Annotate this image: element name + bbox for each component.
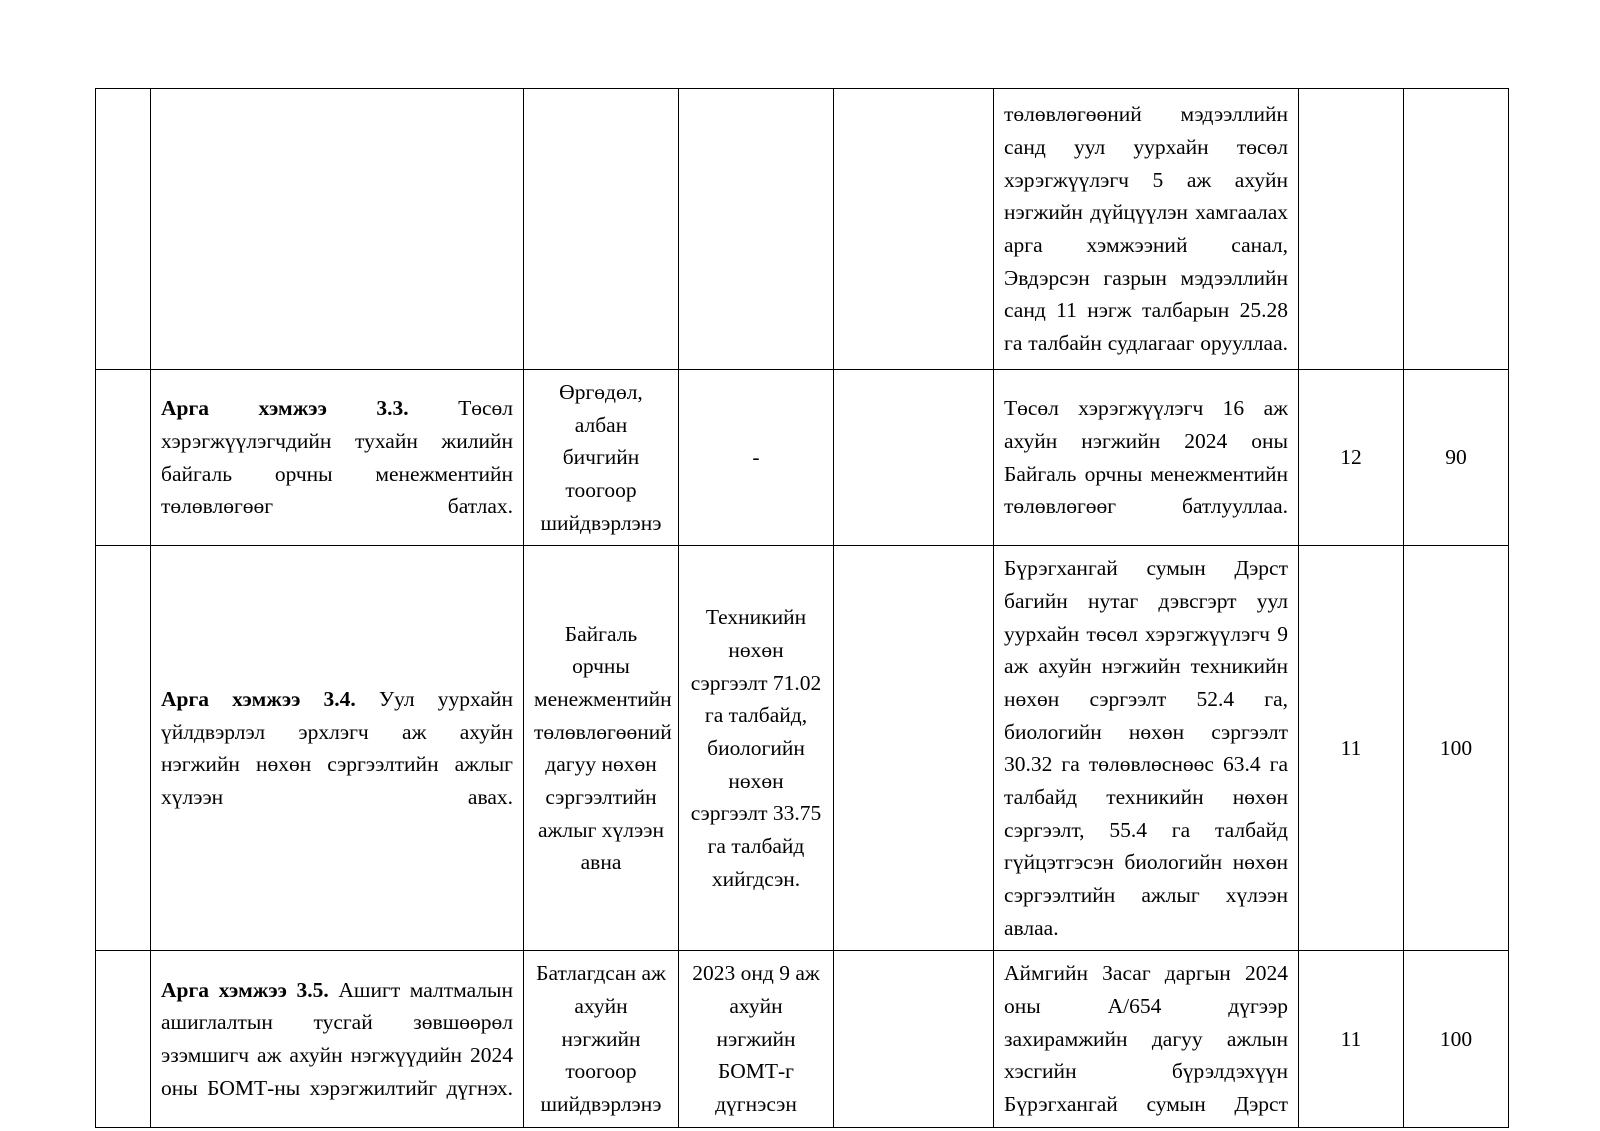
row0-result-cell: төлөвлөгөөний мэдээллийн санд уул уурхайн төсөл хэрэгжүүлэгч 5 аж ахуйн нэгжийн дүйцүүлэн хамгаалах арга хэмжээний санал, Эвдэрсэн газрын мэдээллийн санд 11 нэгж талбарын 25.28 га талбайн судлагааг орууллаа.	[994, 89, 1299, 370]
row2-measure-title: Арга хэмжээ 3.4.	[161, 687, 356, 712]
row2-measure-cell	[151, 546, 524, 951]
row2-percent-cell: 100	[1404, 546, 1509, 951]
row3-decision-basis-cell: Батлагдсан аж ахуйн нэгжийн тоогоор шийдвэрлэнэ	[524, 951, 679, 1127]
row1-planned-cell: -	[679, 370, 834, 546]
table-row	[96, 951, 1509, 1127]
row2-spacer-cell	[834, 546, 994, 951]
row2-planned-cell: Техникийн нөхөн сэргээлт 71.02 га талбайд, биологийн нөхөн сэргээлт 33.75 га талбайд хийгдсэн.	[679, 546, 834, 951]
row1-index-cell	[96, 370, 151, 546]
row3-measure-title: Арга хэмжээ 3.5.	[161, 977, 329, 1002]
row2-measure-text: Уул уурхайн үйлдвэрлэл эрхлэгч аж ахуйн нэгжийн нөхөн сэргээлтийн ажлыг хүлээн авах.	[161, 687, 513, 810]
row1-measure-text: Төсөл хэрэгжүүлэгчдийн тухайн жилийн байгаль орчны менежментийн төлөвлөгөөг батлах.	[161, 396, 513, 519]
row3-score-cell: 11	[1299, 951, 1404, 1127]
row1-percent-cell: 90	[1404, 370, 1509, 546]
row2-decision-basis-cell: Байгаль орчны менежментийн төлөвлөгөөний дагуу нөхөн сэргээлтийн ажлыг хүлээн авна	[524, 546, 679, 951]
report-table	[95, 88, 1509, 1128]
row2-index-cell	[96, 546, 151, 951]
row2-result-cell: Бүрэгхангай сумын Дэрст багийн нутаг дэвсгэрт уул уурхайн төсөл хэрэгжүүлэгч 9 аж ахуйн нэгжийн техникийн нөхөн сэргээлт 52.4 га, биологийн нөхөн сэргээлт 30.32 га төлөвлөснөөс 63.4 га талбайд техникийн нөхөн сэргээлт, 55.4 га талбайд гүйцэтгэсэн биологийн нөхөн сэргээлтийн ажлыг хүлээн авлаа.	[994, 546, 1299, 951]
table-row	[96, 89, 1509, 370]
row0-planned-cell	[679, 89, 834, 370]
row1-score-cell: 12	[1299, 370, 1404, 546]
row3-index-cell	[96, 951, 151, 1127]
row3-measure-cell	[151, 951, 524, 1127]
row3-spacer-cell	[834, 951, 994, 1127]
row0-spacer-cell	[834, 89, 994, 370]
row0-measure-cell	[151, 89, 524, 370]
table-row	[96, 370, 1509, 546]
row1-measure-cell	[151, 370, 524, 546]
row0-index-cell	[96, 89, 151, 370]
row3-percent-cell: 100	[1404, 951, 1509, 1127]
row1-measure-title: Арга хэмжээ 3.3.	[161, 396, 409, 421]
row2-score-cell: 11	[1299, 546, 1404, 951]
row3-measure-text: Ашигт малтмалын ашиглалтын тусгай зөвшөөрөл эзэмшигч аж ахуйн нэгжүүдийн 2024 оны БОМТ-ны хэрэгжилтийг дүгнэх.	[161, 977, 513, 1100]
row1-result-cell: Төсөл хэрэгжүүлэгч 16 аж ахуйн нэгжийн 2024 оны Байгаль орчны менежментийн төлөвлөгөөг батлууллаа.	[994, 370, 1299, 546]
table-row	[96, 546, 1509, 951]
row3-planned-cell: 2023 онд 9 аж ахуйн нэгжийн БОМТ-г дүгнэсэн	[679, 951, 834, 1127]
row3-result-cell: Аймгийн Засаг даргын 2024 оны А/654 дүгээр захирамжийн дагуу ажлын хэсгийн бүрэлдэхүүн Бүрэгхангай сумын Дэрст	[994, 951, 1299, 1127]
row1-spacer-cell	[834, 370, 994, 546]
row0-score-cell	[1299, 89, 1404, 370]
row0-percent-cell	[1404, 89, 1509, 370]
row1-decision-basis-cell: Өргөдөл, албан бичгийн тоогоор шийдвэрлэнэ	[524, 370, 679, 546]
row0-decision-basis-cell	[524, 89, 679, 370]
